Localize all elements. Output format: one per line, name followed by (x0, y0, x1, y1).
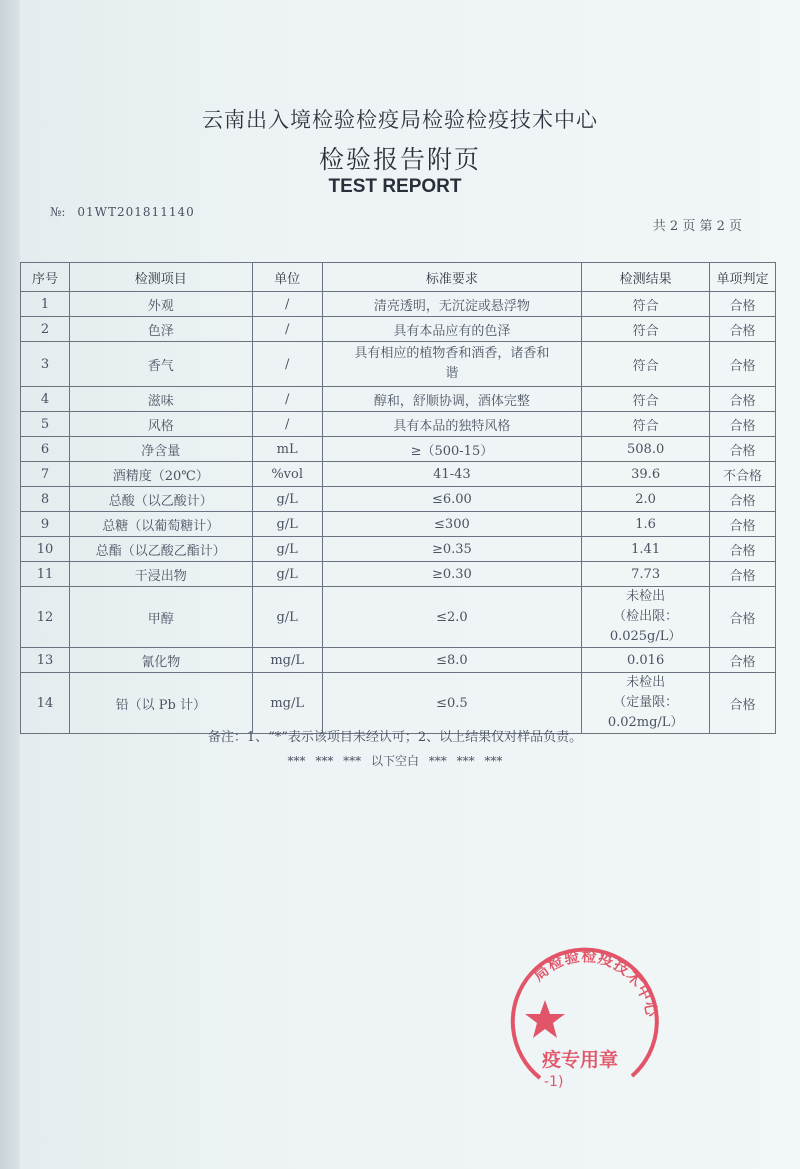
blank-below-marker: *** *** *** 以下空白 *** *** *** (287, 754, 503, 768)
row-number: 6 (21, 437, 70, 462)
result: 符合 (582, 387, 710, 412)
result: 符合 (582, 412, 710, 437)
unit: g/L (252, 562, 322, 587)
result (582, 673, 710, 734)
page-count: 共 2 页 第 2 页 (652, 219, 742, 234)
test-item: 总糖（以葡萄糖计） (69, 512, 252, 537)
test-item: 净含量 (69, 437, 252, 462)
row-number: 11 (21, 562, 70, 587)
col-header-unit: 单位 (252, 263, 322, 292)
judgement: 合格 (710, 487, 776, 512)
row-number: 13 (21, 648, 70, 673)
requirement-line-1: 具有相应的植物香和酒香，诸香和 (354, 346, 550, 361)
report-title: 检验报告附页 (318, 145, 481, 174)
seal-bottom-text-2: -1) (544, 1074, 564, 1090)
table-row (21, 387, 776, 412)
table-row (21, 537, 776, 562)
test-item: 总酯（以乙酸乙酯计） (69, 537, 252, 562)
table-row (21, 292, 776, 317)
result: 1.6 (582, 512, 710, 537)
test-item: 氰化物 (69, 648, 252, 673)
judgement: 合格 (710, 317, 776, 342)
judgement: 合格 (710, 387, 776, 412)
seal-arc-textpath: 局检验检疫技术中心 (529, 946, 661, 1020)
table-row (21, 587, 776, 648)
requirement: 醇和，舒顺协调，酒体完整 (322, 387, 582, 412)
col-header-no: 序号 (21, 263, 70, 292)
col-header-item: 检测项目 (69, 263, 252, 292)
test-item: 甲醇 (69, 587, 252, 648)
unit: / (252, 387, 322, 412)
requirement: 具有本品应有的色泽 (322, 317, 582, 342)
result: 符合 (582, 292, 710, 317)
table-header-row (21, 263, 776, 292)
test-item: 色泽 (69, 317, 252, 342)
unit: %vol (252, 462, 322, 487)
result: 1.41 (582, 537, 710, 562)
requirement: ≤8.0 (322, 648, 582, 673)
seal-arc-text (529, 947, 661, 1019)
unit: / (252, 412, 322, 437)
unit: mg/L (252, 648, 322, 673)
seal-star-icon (525, 1000, 565, 1038)
result: 符合 (582, 317, 710, 342)
table-row (21, 562, 776, 587)
judgement: 合格 (710, 512, 776, 537)
judgement: 不合格 (710, 462, 776, 487)
report-number (50, 205, 195, 219)
test-item: 酒精度（20℃） (69, 462, 252, 487)
organization-name: 云南出入境检验检疫局检验检疫技术中心 (202, 108, 598, 132)
row-number: 5 (21, 412, 70, 437)
requirement: ≤6.00 (322, 487, 582, 512)
results-table (20, 262, 776, 734)
result-line-1: 未检出 (626, 675, 666, 690)
judgement: 合格 (710, 562, 776, 587)
requirement: ≥0.30 (322, 562, 582, 587)
requirement: 具有本品的独特风格 (322, 412, 582, 437)
result: 2.0 (582, 487, 710, 512)
judgement: 合格 (710, 412, 776, 437)
unit: / (252, 292, 322, 317)
result: 符合 (582, 342, 710, 387)
row-number: 9 (21, 512, 70, 537)
unit: g/L (252, 537, 322, 562)
report-number-label: №: (50, 205, 66, 219)
row-number: 12 (21, 587, 70, 648)
table-row (21, 648, 776, 673)
result: 508.0 (582, 437, 710, 462)
table-row (21, 342, 776, 387)
unit: mg/L (252, 673, 322, 734)
row-number: 3 (21, 342, 70, 387)
judgement: 合格 (710, 587, 776, 648)
requirement: ≤300 (322, 512, 582, 537)
requirement: ≥（500-15） (322, 437, 582, 462)
test-item: 外观 (69, 292, 252, 317)
test-item: 总酸（以乙酸计） (69, 487, 252, 512)
requirement: ≥0.35 (322, 537, 582, 562)
requirement: 清亮透明，无沉淀或悬浮物 (322, 292, 582, 317)
result: 7.73 (582, 562, 710, 587)
test-item: 滋味 (69, 387, 252, 412)
result-line-1: 未检出 (626, 589, 666, 604)
remarks-note: 备注：1、“*”表示该项目未经认可；2、以上结果仅对样品负责。 (207, 730, 583, 745)
judgement: 合格 (710, 537, 776, 562)
result: 39.6 (582, 462, 710, 487)
row-number: 2 (21, 317, 70, 342)
requirement: ≤0.5 (322, 673, 582, 734)
test-item: 干浸出物 (69, 562, 252, 587)
table-row (21, 673, 776, 734)
row-number: 1 (21, 292, 70, 317)
table-row (21, 487, 776, 512)
requirement: ≤2.0 (322, 587, 582, 648)
result-line-2: （检出限：0.025g/L） (609, 609, 682, 644)
table-row (21, 462, 776, 487)
col-header-requirement: 标准要求 (322, 263, 582, 292)
table-row (21, 317, 776, 342)
unit: g/L (252, 512, 322, 537)
row-number: 10 (21, 537, 70, 562)
test-item: 风格 (69, 412, 252, 437)
seal-bottom-text: 疫专用章 (542, 1049, 619, 1071)
unit: mL (252, 437, 322, 462)
official-seal-stamp (500, 928, 670, 1098)
judgement: 合格 (710, 342, 776, 387)
row-number: 4 (21, 387, 70, 412)
table-row (21, 437, 776, 462)
judgement: 合格 (710, 673, 776, 734)
judgement: 合格 (710, 437, 776, 462)
result (582, 587, 710, 648)
unit: g/L (252, 487, 322, 512)
requirement-line-2: 谐 (445, 366, 459, 381)
table-row (21, 412, 776, 437)
row-number: 14 (21, 673, 70, 734)
row-number: 7 (21, 462, 70, 487)
row-number: 8 (21, 487, 70, 512)
unit: / (252, 342, 322, 387)
requirement: 41-43 (322, 462, 582, 487)
test-item: 铅（以 Pb 计） (69, 673, 252, 734)
result-line-2: （定量限：0.02mg/L） (607, 695, 684, 730)
requirement (322, 342, 582, 387)
test-item: 香气 (69, 342, 252, 387)
unit: / (252, 317, 322, 342)
report-number-value: 01WT201811140 (77, 205, 195, 219)
report-subtitle: TEST REPORT (328, 176, 462, 197)
col-header-result: 检测结果 (582, 263, 710, 292)
table-row (21, 512, 776, 537)
result: 0.016 (582, 648, 710, 673)
unit: g/L (252, 587, 322, 648)
judgement: 合格 (710, 292, 776, 317)
col-header-judgement: 单项判定 (710, 263, 776, 292)
judgement: 合格 (710, 648, 776, 673)
